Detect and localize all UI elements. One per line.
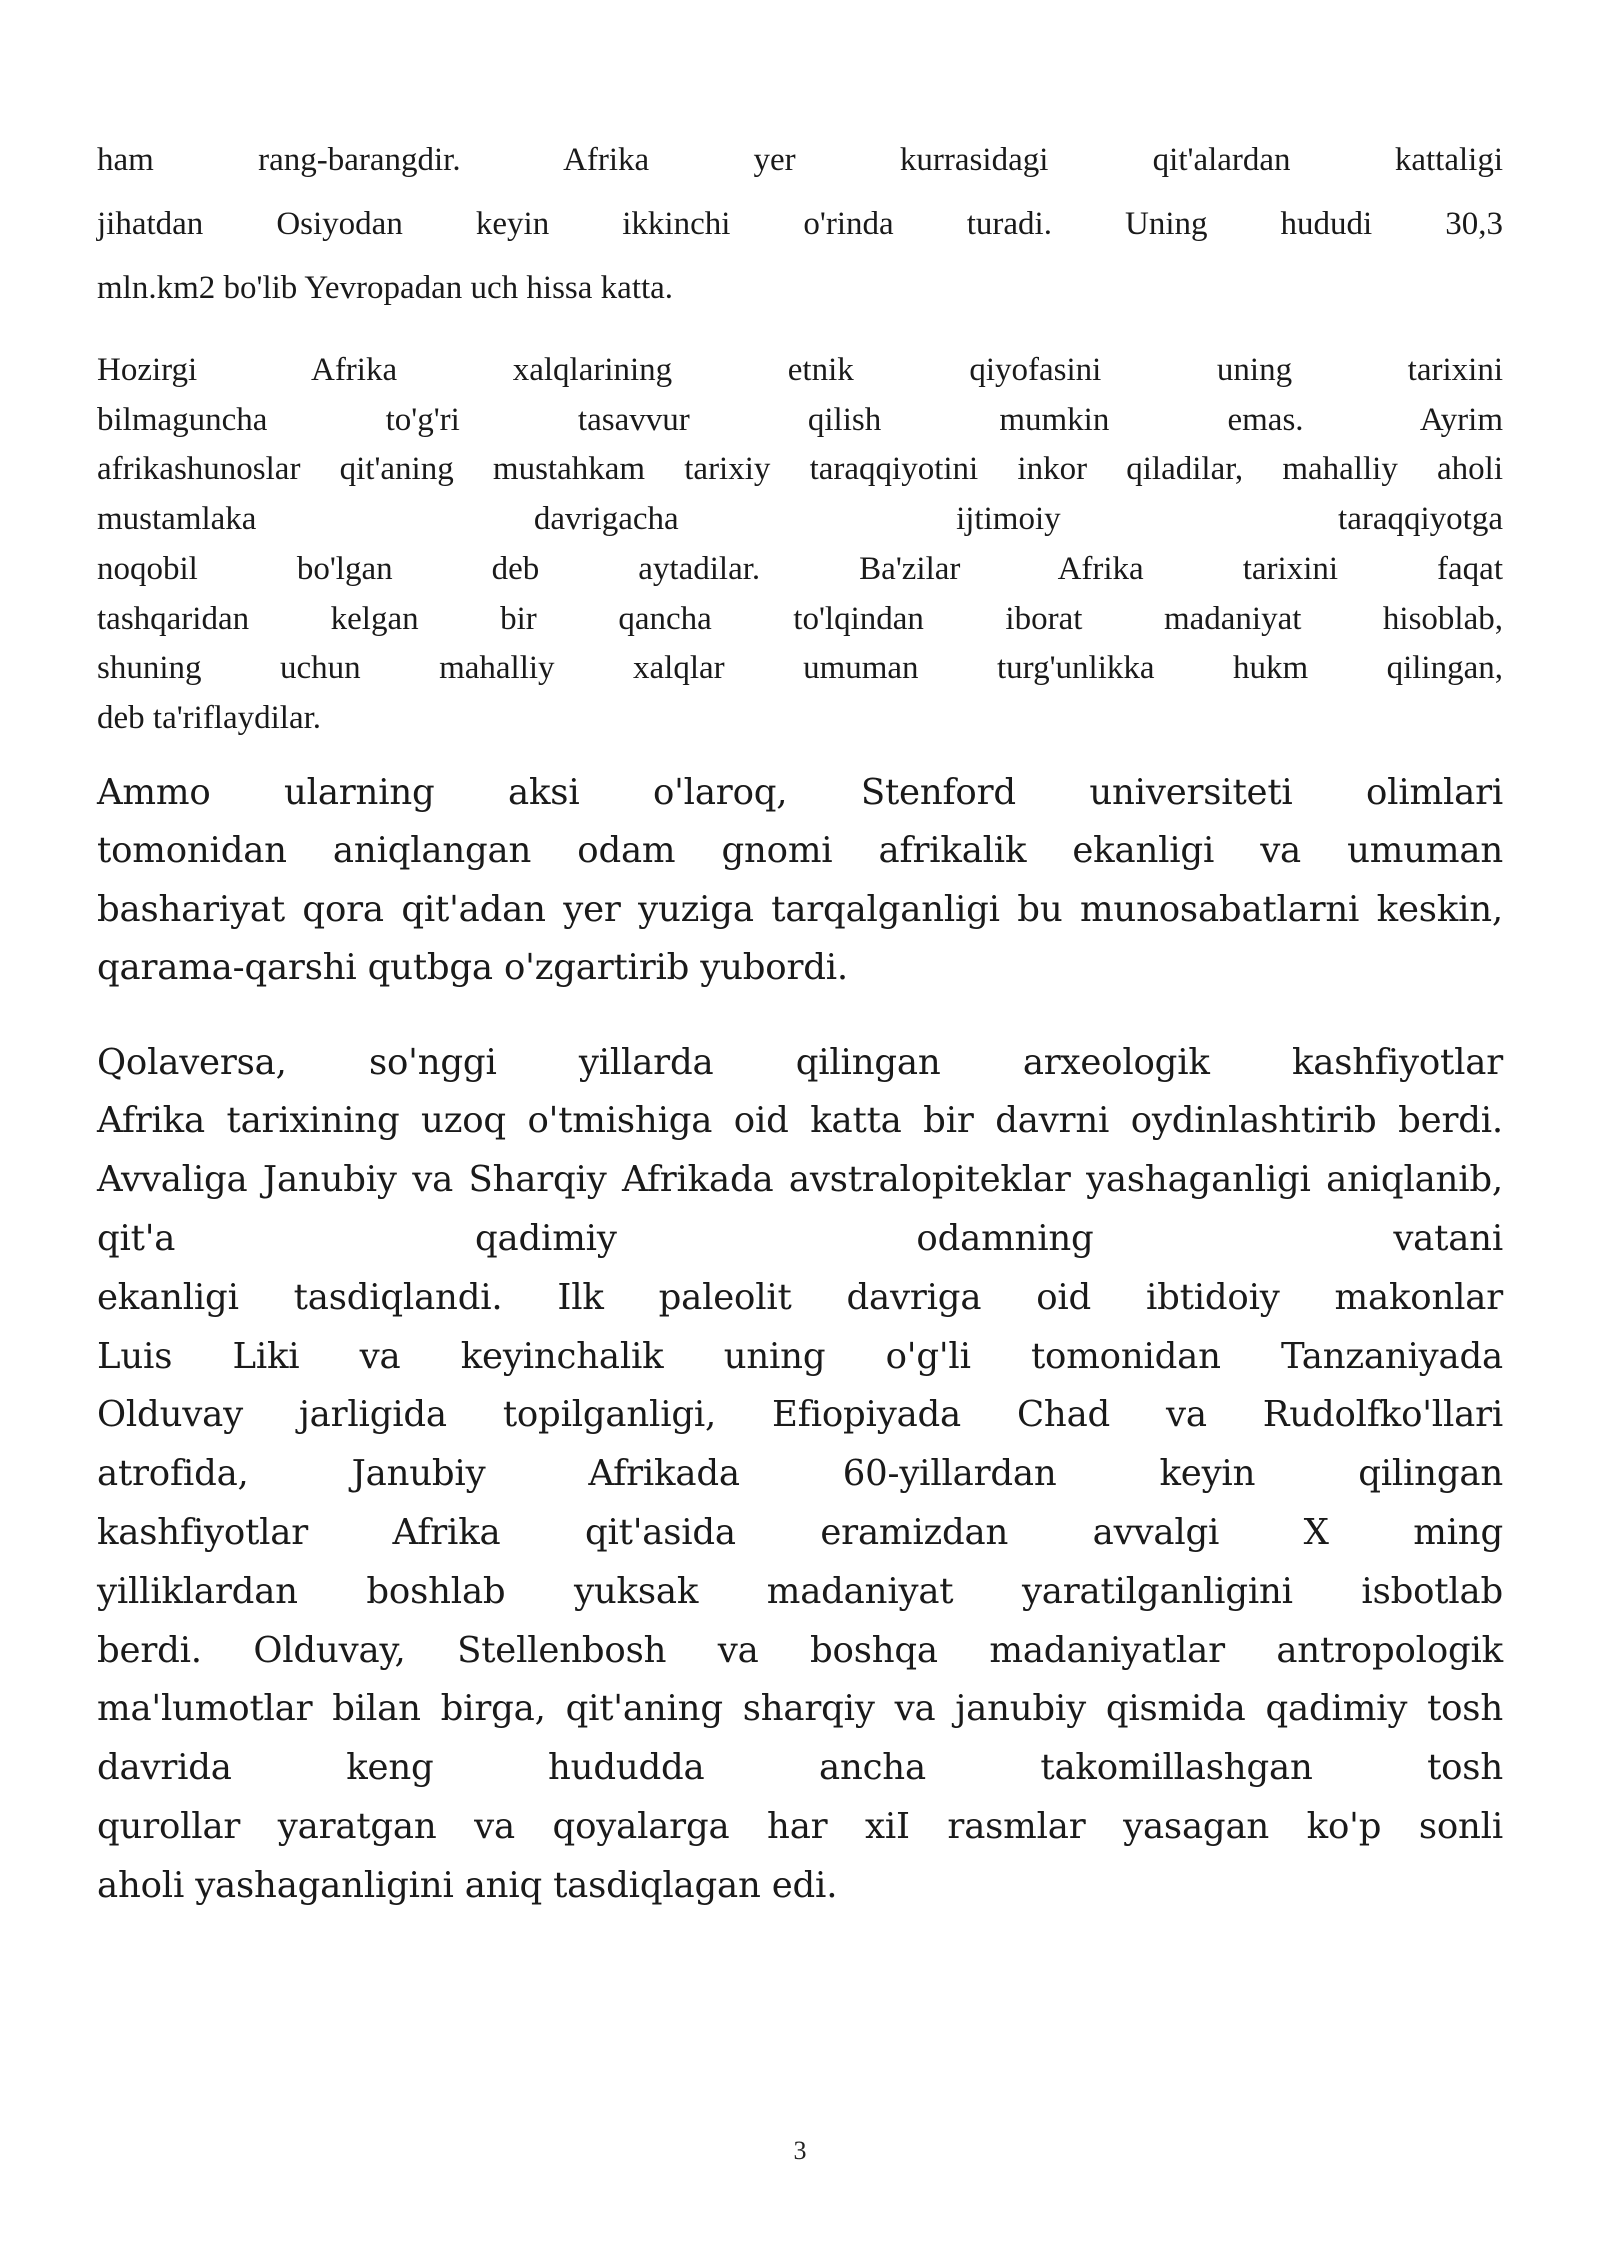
text-line: bilmaguncha to'g'ri tasavvur qilish mumkin emas. Ayrim bbox=[97, 401, 1503, 438]
text-line: jihatdan Osiyodan keyin ikkinchi o'rinda turadi. Uning hududi 30,3 bbox=[97, 206, 1503, 242]
text-line: tashqaridan kelgan bir qancha to'lqindan iborat madaniyat hisoblab, bbox=[97, 600, 1503, 637]
text-line: Hozirgi Afrika xalqlarining etnik qiyofasini uning tarixini bbox=[97, 352, 1503, 388]
text-line: deb ta'riflaydilar. bbox=[97, 699, 322, 736]
text-line: ekanligi tasdiqlandi. Ilk paleolit davriga oid ibtidoiy makonlar bbox=[97, 1276, 1503, 1318]
text-line: berdi. Olduvay, Stellenbosh va boshqa madaniyatlar antropologik bbox=[97, 1629, 1503, 1671]
page-number: 3 bbox=[793, 2136, 807, 2165]
text-line: Ammo ularning aksi o'laroq, Stenford universiteti olimlari bbox=[97, 771, 1503, 813]
text-line: afrikashunoslar qit'aning mustahkam tarixiy taraqqiyotini inkor qiladilar, mahalliy aholi bbox=[97, 451, 1503, 488]
paragraph-4 bbox=[97, 1034, 1503, 1916]
text-line: shuning uchun mahalliy xalqlar umuman turg'unlikka hukm qilingan, bbox=[97, 650, 1503, 687]
text-line: Qolaversa, so'nggi yillarda qilingan arxeologik kashfiyotlar bbox=[97, 1041, 1503, 1083]
text-line: qit'a qadimiy odamning vatani bbox=[97, 1218, 1503, 1260]
text-line: tomonidan aniqlangan odam gnomi afrikalik ekanligi va umuman bbox=[97, 830, 1503, 872]
text-line: Luis Liki va keyinchalik uning o'g'li tomonidan Tanzaniyada bbox=[97, 1335, 1503, 1377]
text-line: qarama-qarshi qutbga o'zgartirib yubordi. bbox=[97, 947, 848, 989]
text-line: Olduvay jarligida topilganligi, Efiopiyada Chad va Rudolfko'llari bbox=[97, 1394, 1503, 1436]
text-line: yilliklardan boshlab yuksak madaniyat yaratilganligini isbotlab bbox=[97, 1570, 1503, 1612]
text-line: Avvaliga Janubiy va Sharqiy Afrikada avstralopiteklar yashaganligi aniqlanib, bbox=[97, 1159, 1503, 1201]
text-line: ma'lumotlar bilan birga, qit'aning sharqiy va janubiy qismida qadimiy tosh bbox=[97, 1688, 1503, 1730]
text-line: mustamlaka davrigacha ijtimoiy taraqqiyotga bbox=[97, 501, 1503, 538]
paragraph-3 bbox=[97, 764, 1503, 998]
text-line: Afrika tarixining uzoq o'tmishiga oid katta bir davrni oydinlashtirib berdi. bbox=[97, 1100, 1503, 1142]
paragraph-2 bbox=[97, 346, 1503, 744]
text-line: atrofida, Janubiy Afrikada 60-yillardan keyin qilingan bbox=[97, 1453, 1503, 1495]
text-line: mln.km2 bo'lib Yevropadan uch hissa katta. bbox=[97, 270, 674, 306]
text-line: noqobil bo'lgan deb aytadilar. Ba'zilar Afrika tarixini faqat bbox=[97, 550, 1503, 587]
text-line: davrida keng hududda ancha takomillashgan tosh bbox=[97, 1747, 1503, 1789]
text-column bbox=[97, 128, 1503, 1916]
text-line: ham rang-barangdir. Afrika yer kurrasidagi qit'alardan kattaligi bbox=[97, 142, 1503, 178]
paragraph-1 bbox=[97, 128, 1503, 320]
text-line: aholi yashaganligini aniq tasdiqlagan edi. bbox=[97, 1864, 838, 1906]
text-line: bashariyat qora qit'adan yer yuziga tarqalganligi bu munosabatlarni keskin, bbox=[97, 888, 1503, 930]
text-line: qurollar yaratgan va qoyalarga har xiI rasmlar yasagan ko'p sonli bbox=[97, 1805, 1503, 1847]
text-line: kashfiyotlar Afrika qit'asida eramizdan avvalgi X ming bbox=[97, 1512, 1503, 1553]
